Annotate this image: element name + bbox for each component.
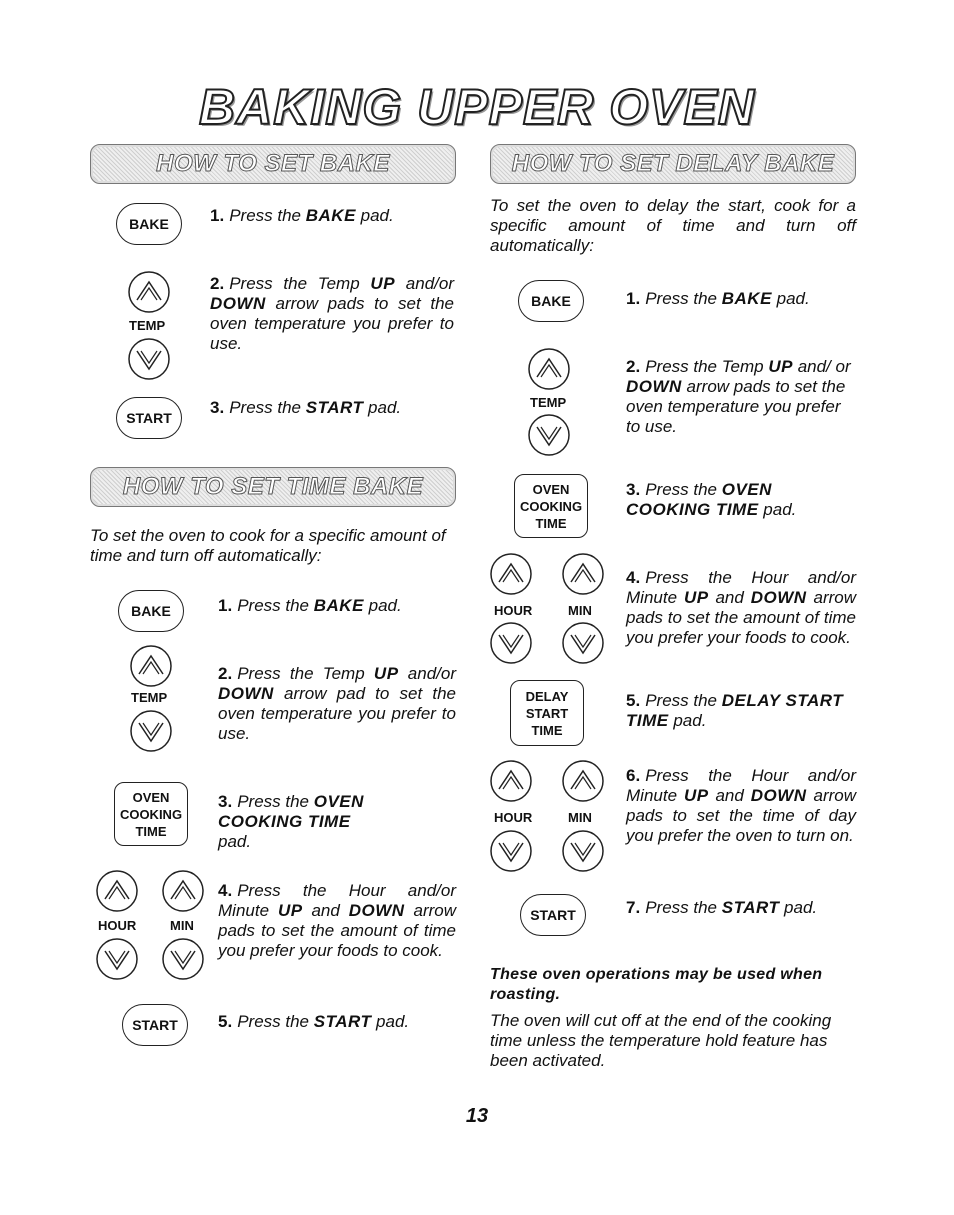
banner-label: HOW TO SET DELAY BAKE (511, 150, 835, 177)
step-number: 6. (626, 766, 641, 785)
step-keyword: BAKE (313, 596, 364, 615)
hour-up-arrow-icon (490, 553, 532, 595)
step-text: Press the (645, 480, 722, 499)
step-number: 1. (218, 596, 233, 615)
step-number: 1. (210, 206, 225, 225)
step-text: arrow pads to set the amount of time you prefer your foods to cook. (626, 588, 856, 647)
min-up-arrow-icon (562, 760, 604, 802)
step-keyword: DOWN (750, 786, 807, 805)
min-label: MIN (568, 810, 592, 825)
min-down-arrow-icon (162, 938, 204, 980)
roasting-note-heading: These oven operations may be used when roasting. (490, 966, 823, 1003)
step-text: Press the (237, 792, 314, 811)
step-text: Press the Temp (645, 357, 769, 376)
temp-down-arrow-icon (128, 338, 170, 380)
step-text: arrow pads to set the oven temperature you prefer to use. (626, 377, 846, 436)
step-text: Press the (229, 398, 306, 417)
hour-down-arrow-icon (490, 830, 532, 872)
step-keyword: DOWN (218, 684, 274, 703)
step-keyword: OVEN COOKING TIME (626, 480, 772, 519)
step-keyword: UP (373, 664, 399, 683)
time-step-5 (218, 1012, 458, 1032)
start-pad (116, 397, 182, 439)
min-down-arrow-icon (562, 622, 604, 664)
step-keyword: UP (683, 588, 709, 607)
start-pad-label: START (530, 907, 576, 923)
step-text: pad. (363, 398, 402, 417)
step-text: arrow pads to set the oven temperature you prefer to use. (210, 294, 454, 353)
delay-step-6 (626, 766, 856, 846)
step-text: pad. (218, 832, 252, 851)
step-number: 2. (218, 664, 233, 683)
step-keyword: START (305, 398, 364, 417)
step-text: Press the Hour and/or Minute (218, 881, 456, 920)
temp-down-arrow-icon (130, 710, 172, 752)
time-step-4 (218, 881, 456, 961)
bake-pad (116, 203, 182, 245)
step-text: Press the Hour and/or Minute (626, 766, 856, 805)
pad-line: START (525, 705, 569, 721)
step-text: and/or (398, 664, 456, 683)
step-keyword: START (313, 1012, 372, 1031)
hour-label: HOUR (494, 810, 533, 825)
step-text: Press the (645, 898, 722, 917)
how-to-set-delay-bake-banner (490, 144, 856, 184)
pad-line: COOKING (119, 806, 183, 822)
min-label: MIN (568, 603, 592, 618)
step-number: 3. (218, 792, 233, 811)
step-text: pad. (668, 711, 707, 730)
step-keyword: DOWN (348, 901, 405, 920)
start-pad-label: START (126, 410, 172, 426)
delay-step-5 (626, 691, 856, 731)
step-number: 4. (626, 568, 641, 587)
min-up-arrow-icon (562, 553, 604, 595)
step-keyword: START (721, 898, 780, 917)
temp-up-arrow-icon (528, 348, 570, 390)
step-keyword: UP (683, 786, 709, 805)
delay-step-4 (626, 568, 856, 648)
bake-pad-label: BAKE (131, 603, 171, 619)
temp-up-arrow-icon (128, 271, 170, 313)
step-text: and (708, 588, 751, 607)
hour-label: HOUR (494, 603, 533, 618)
delay-start-time-pad (510, 680, 584, 746)
bake-pad-label: BAKE (129, 216, 169, 232)
min-down-arrow-icon (562, 830, 604, 872)
hour-up-arrow-icon (96, 870, 138, 912)
time-bake-intro: To set the oven to cook for a specific amount of time and turn off automatically: (90, 526, 446, 565)
banner-label: HOW TO SET BAKE (156, 150, 390, 177)
step-text: Press the Temp (237, 664, 374, 683)
step-number: 3. (210, 398, 225, 417)
step-text: and (708, 786, 751, 805)
step-text: and (302, 901, 349, 920)
step-text: pad. (758, 500, 797, 519)
start-pad-label: START (132, 1017, 178, 1033)
oven-cooking-time-pad (514, 474, 588, 538)
bake-step-1 (210, 206, 460, 226)
step-number: 5. (626, 691, 641, 710)
pad-line: OVEN (132, 789, 170, 805)
hour-down-arrow-icon (96, 938, 138, 980)
bake-pad (518, 280, 584, 322)
step-keyword: BAKE (721, 289, 772, 308)
page-number: 13 (465, 1105, 489, 1127)
bake-pad-label: BAKE (531, 293, 571, 309)
step-text: arrow pad to set the oven temperature you prefer to use. (218, 684, 456, 743)
hour-down-arrow-icon (490, 622, 532, 664)
step-number: 3. (626, 480, 641, 499)
pad-line: TIME (135, 823, 167, 839)
step-text: pad. (363, 596, 402, 615)
step-text: pad. (371, 1012, 410, 1031)
pad-line: COOKING (519, 498, 583, 514)
start-pad (122, 1004, 188, 1046)
time-step-2 (218, 664, 456, 744)
temp-label: TEMP (530, 395, 567, 410)
step-text: and/ or (792, 357, 851, 376)
bake-pad (118, 590, 184, 632)
step-text: arrow pads to set the amount of time you prefer your foods to cook. (218, 901, 456, 960)
hour-up-arrow-icon (490, 760, 532, 802)
step-keyword: DELAY START TIME (626, 691, 844, 730)
temp-label: TEMP (129, 318, 166, 333)
temp-label: TEMP (131, 690, 168, 705)
oven-cooking-time-pad (114, 782, 188, 846)
step-text: and/or (395, 274, 454, 293)
pad-line: DELAY (525, 688, 569, 704)
step-keyword: DOWN (750, 588, 807, 607)
step-number: 5. (218, 1012, 233, 1031)
hour-label: HOUR (98, 918, 137, 933)
temp-down-arrow-icon (528, 414, 570, 456)
step-text: Press the (645, 691, 722, 710)
how-to-set-time-bake-banner (90, 467, 456, 507)
step-text: pad. (779, 898, 818, 917)
step-text: Press the (237, 596, 314, 615)
pad-line: TIME (531, 722, 563, 738)
min-up-arrow-icon (162, 870, 204, 912)
step-text: Press the (645, 289, 722, 308)
delay-step-7 (626, 898, 856, 918)
step-text: Press the Hour and/or Minute (626, 568, 856, 607)
delay-bake-intro: To set the oven to delay the start, cook for a specific amount of time and turn off automatically: (490, 196, 856, 255)
step-text: Press the (237, 1012, 314, 1031)
step-keyword: UP (768, 357, 793, 376)
pad-line: TIME (535, 515, 567, 531)
step-keyword: OVEN COOKING TIME (218, 792, 364, 831)
time-step-3 (218, 792, 388, 852)
step-keyword: DOWN (626, 377, 682, 396)
pad-line: OVEN (532, 481, 570, 497)
step-text: arrow pads to set the time of day you prefer the oven to turn on. (626, 786, 856, 845)
step-text: pad. (355, 206, 394, 225)
step-text: Press the Temp (229, 274, 371, 293)
how-to-set-bake-banner (90, 144, 456, 184)
step-keyword: UP (277, 901, 303, 920)
step-number: 4. (218, 881, 233, 900)
page-title: BAKING UPPER OVEN (199, 79, 755, 135)
step-text: Press the (229, 206, 306, 225)
step-keyword: UP (370, 274, 396, 293)
time-step-1 (218, 596, 458, 616)
step-number: 1. (626, 289, 641, 308)
delay-step-2 (626, 357, 856, 437)
delay-step-1 (626, 289, 856, 309)
bake-step-2 (210, 274, 454, 354)
delay-step-3 (626, 480, 856, 520)
step-number: 2. (210, 274, 225, 293)
step-keyword: BAKE (305, 206, 356, 225)
step-number: 2. (626, 357, 641, 376)
banner-label: HOW TO SET TIME BAKE (122, 473, 424, 500)
bake-step-3 (210, 398, 460, 418)
temp-up-arrow-icon (130, 645, 172, 687)
roasting-note-text: The oven will cut off at the end of the cooking time unless the temperature hold feature has been activated. (490, 1011, 832, 1070)
step-text: pad. (771, 289, 810, 308)
step-number: 7. (626, 898, 641, 917)
min-label: MIN (170, 918, 194, 933)
step-keyword: DOWN (210, 294, 266, 313)
start-pad (520, 894, 586, 936)
